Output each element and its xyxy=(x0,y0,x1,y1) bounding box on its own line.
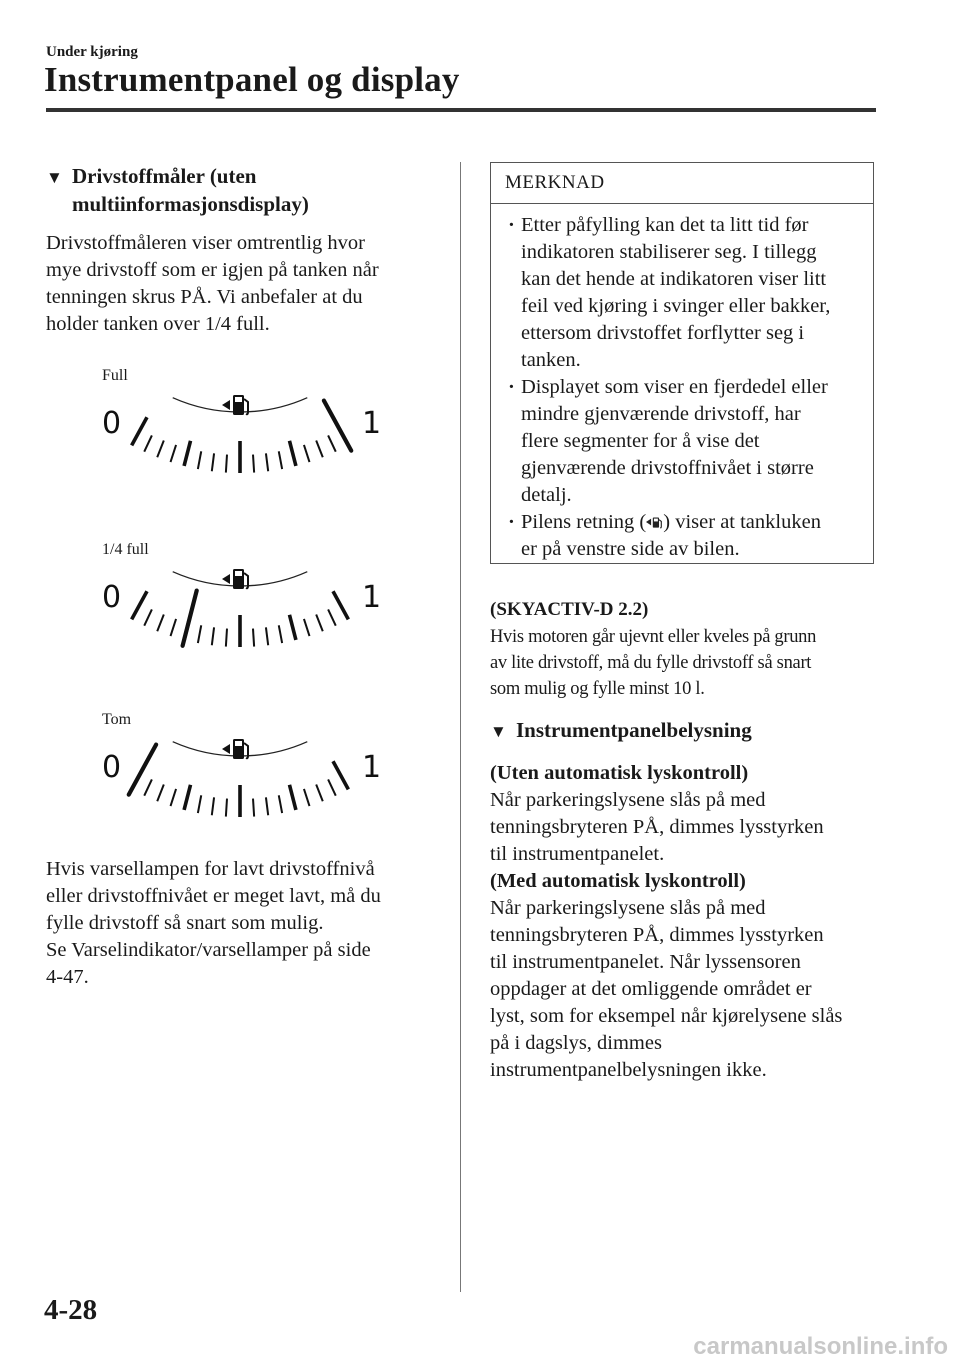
gauge-tick xyxy=(289,785,295,810)
gauge-tick xyxy=(304,619,310,636)
note-line: feil ved kjøring i svinger eller bakker, xyxy=(521,295,831,317)
gauge-tick xyxy=(171,789,177,806)
skyactiv-heading: (SKYACTIV-D 2.2) xyxy=(490,599,649,620)
gauge-tick xyxy=(253,799,254,817)
note-line: er på venstre side av bilen. xyxy=(521,538,740,560)
gauge-tick xyxy=(279,795,282,813)
fuel-gauge-full xyxy=(100,387,390,503)
lighting-line: lyst, som for eksempel når kjørelysene slås xyxy=(490,1005,843,1027)
gauge-needle xyxy=(129,745,156,795)
warning-line: eller drivstoffnivået er meget lavt, må du xyxy=(46,885,381,907)
gauge-tick xyxy=(304,445,310,462)
skyactiv-line: Hvis motoren går ujevnt eller kveles på grunn xyxy=(490,627,817,647)
gauge-tick xyxy=(171,445,177,462)
section-label: Under kjøring xyxy=(46,44,138,60)
gauge-tick xyxy=(333,591,348,619)
gauge-tick xyxy=(328,779,336,795)
gauge-tick xyxy=(266,453,268,471)
note-list xyxy=(491,204,873,563)
note-line: indikatoren stabiliserer seg. I tillegg xyxy=(521,241,817,263)
gauge-min-label: 0 xyxy=(102,750,122,785)
note-text: Pilens retning ( xyxy=(521,511,647,533)
gauge-max-label: 1 xyxy=(362,406,382,441)
gauge-tick xyxy=(157,615,164,632)
subheading-with-auto: (Med automatisk lyskontroll) xyxy=(490,870,746,892)
gauge-tick xyxy=(184,785,190,810)
gauge-tick xyxy=(266,797,268,815)
note-box xyxy=(490,162,874,564)
gauge-tick xyxy=(316,785,323,802)
gauge-tick xyxy=(212,797,214,815)
gauge-tick xyxy=(157,441,164,458)
lighting-line: til instrumentpanelet. Når lyssensoren xyxy=(490,951,801,973)
gauge-tick xyxy=(212,453,214,471)
gauge-tick xyxy=(184,441,190,466)
gauge-tick xyxy=(198,625,201,643)
gauge-tick xyxy=(226,455,227,473)
gauge-tick xyxy=(253,455,254,473)
gauge-label-quarter: 1/4 full xyxy=(102,541,149,558)
note-line: gjenværende drivstoffnivået i større xyxy=(521,457,814,479)
lighting-paragraph xyxy=(490,760,880,1084)
lighting-line: på i dagslys, dimmes xyxy=(490,1032,662,1054)
warning-line: Hvis varsellampen for lavt drivstoffnivå xyxy=(46,858,375,880)
intro-line: mye drivstoff som er igjen på tanken når xyxy=(46,259,379,281)
gauge-tick xyxy=(144,609,152,625)
heading-text: Drivstoffmåler (uten xyxy=(72,164,257,188)
lighting-line: tenningsbryteren PÅ, dimmes lysstyrken xyxy=(490,924,824,946)
gauge-tick xyxy=(333,761,348,789)
gauge-tick xyxy=(279,451,282,469)
page-number: 4-28 xyxy=(44,1294,98,1326)
note-text: ) viser at tankluken xyxy=(663,511,821,533)
skyactiv-line: av lite drivstoff, må du fylle drivstoff så snart xyxy=(490,653,812,673)
gauge-tick xyxy=(289,615,295,640)
triangle-down-icon: ▼ xyxy=(490,722,507,741)
fuel-pump-window xyxy=(235,397,242,402)
lighting-line: tenningsbryteren PÅ, dimmes lysstyrken xyxy=(490,816,824,838)
warning-paragraph xyxy=(46,856,446,991)
watermark: carmanualsonline.info xyxy=(693,1333,948,1360)
gauge-tick xyxy=(144,435,152,451)
fuel-gauge-heading xyxy=(46,163,446,218)
gauge-needle xyxy=(324,401,351,451)
note-line xyxy=(521,509,865,536)
fuel-arrow xyxy=(222,400,230,410)
note-line: flere segmenter for å vise det xyxy=(521,430,760,452)
fuel-arrow xyxy=(222,574,230,584)
note-line: · Displayet som viser en fjerdedel eller xyxy=(521,376,828,398)
gauge-label-empty: Tom xyxy=(102,711,132,728)
warning-line: 4-47. xyxy=(46,966,89,988)
note-line: mindre gjenværende drivstoff, har xyxy=(521,403,801,425)
intro-line: holder tanken over 1/4 full. xyxy=(46,313,270,335)
warning-line: Se Varselindikator/varsellamper på side xyxy=(46,939,371,961)
gauge-tick xyxy=(328,435,336,451)
intro-line: Drivstoffmåleren viser omtrentlig hvor xyxy=(46,232,366,254)
lighting-line: Når parkeringslysene slås på med xyxy=(490,897,766,919)
lighting-heading xyxy=(490,717,752,745)
lighting-line: oppdager at det omliggende området er xyxy=(490,978,812,1000)
column-divider xyxy=(460,162,461,1292)
note-line: detalj. xyxy=(521,484,572,506)
lighting-line: til instrumentpanelet. xyxy=(490,843,665,865)
gauge-tick xyxy=(316,441,323,458)
heading-text: Instrumentpanelbelysning xyxy=(516,718,752,742)
gauge-tick xyxy=(289,441,295,466)
gauge-tick xyxy=(266,627,268,645)
gauge-tick xyxy=(132,417,147,445)
intro-paragraph xyxy=(46,230,446,338)
skyactiv-line: som mulig og fylle minst 10 l. xyxy=(490,679,705,699)
fuel-pump-icon xyxy=(646,514,663,530)
gauge-tick xyxy=(226,799,227,817)
triangle-down-icon: ▼ xyxy=(46,168,63,187)
gauge-tick xyxy=(279,625,282,643)
note-line: tanken. xyxy=(521,349,581,371)
fuel-pump-window xyxy=(235,571,242,576)
gauge-tick xyxy=(198,795,201,813)
note-title: MERKNAD xyxy=(491,163,873,204)
gauge-tick xyxy=(144,779,152,795)
fuel-pump-window xyxy=(235,741,242,746)
note-line: kan det hende at indikatoren viser litt xyxy=(521,268,827,290)
gauge-tick xyxy=(316,615,323,632)
gauge-tick xyxy=(198,451,201,469)
warning-line: fylle drivstoff så snart som mulig. xyxy=(46,912,324,934)
gauge-tick xyxy=(253,629,254,647)
lighting-line: Når parkeringslysene slås på med xyxy=(490,789,766,811)
note-item xyxy=(521,374,865,509)
note-line: · Etter påfylling kan det ta litt tid før xyxy=(521,214,809,236)
fuel-arrow xyxy=(222,744,230,754)
note-item xyxy=(521,509,865,563)
gauge-min-label: 0 xyxy=(102,580,122,615)
gauge-tick xyxy=(328,609,336,625)
gauge-min-label: 0 xyxy=(102,406,122,441)
gauge-tick xyxy=(212,627,214,645)
lighting-line: instrumentpanelbelysningen ikke. xyxy=(490,1059,767,1081)
note-line: ettersom drivstoffet forflytter seg i xyxy=(521,322,805,344)
gauge-max-label: 1 xyxy=(362,750,382,785)
gauge-tick xyxy=(132,591,147,619)
title-rule xyxy=(46,108,876,112)
gauge-label-full: Full xyxy=(102,367,128,384)
note-item xyxy=(521,212,865,374)
gauge-tick xyxy=(226,629,227,647)
gauge-tick xyxy=(171,619,177,636)
gauge-tick xyxy=(304,789,310,806)
skyactiv-paragraph xyxy=(490,624,880,702)
gauge-max-label: 1 xyxy=(362,580,382,615)
gauge-tick xyxy=(157,785,164,802)
gauge-needle xyxy=(183,591,197,646)
heading-text-2: multiinformasjonsdisplay) xyxy=(72,192,309,216)
fuel-gauge-empty xyxy=(100,731,390,847)
fuel-gauge-quarter xyxy=(100,561,390,677)
page-title: Instrumentpanel og display xyxy=(44,60,460,99)
subheading-without-auto: (Uten automatisk lyskontroll) xyxy=(490,762,749,784)
intro-line: tenningen skrus PÅ. Vi anbefaler at du xyxy=(46,286,363,308)
